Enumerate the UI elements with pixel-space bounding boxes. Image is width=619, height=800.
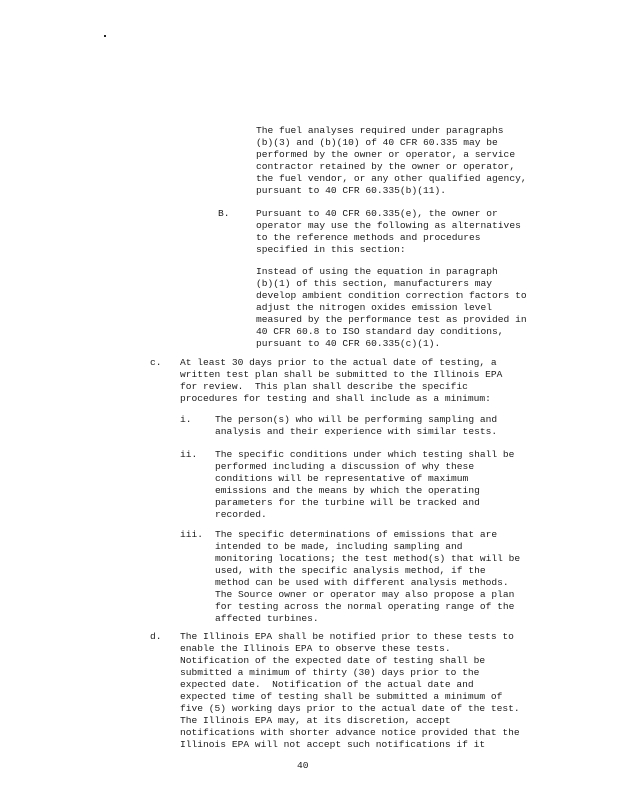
text-line: At least 30 days prior to the actual date of testing, a xyxy=(180,357,497,368)
text-line: The person(s) who will be performing sampling and xyxy=(215,414,498,425)
text-line: operator may use the following as alternatives xyxy=(256,220,521,231)
text-line: The Illinois EPA shall be notified prior to these tests to xyxy=(180,631,514,642)
carryover-paragraph xyxy=(256,125,527,197)
page-number: 40 xyxy=(297,760,309,771)
text-line: recorded. xyxy=(215,509,267,520)
text-line: performed including a discussion of why these xyxy=(215,461,475,472)
text-line: The specific conditions under which testing shall be xyxy=(215,449,515,460)
item-b-label: B. xyxy=(218,208,230,219)
text-line: submitted a minimum of thirty (30) days prior to the xyxy=(180,667,480,678)
text-line: expected date. Notification of the actual date and xyxy=(180,679,474,690)
text-line: for review. This plan shall describe the specific xyxy=(180,381,468,392)
subitem-iii-text xyxy=(215,529,520,625)
text-line: performed by the owner or operator, a service xyxy=(256,149,516,160)
text-line: parameters for the turbine will be tracked and xyxy=(215,497,480,508)
text-line: enable the Illinois EPA to observe these tests. xyxy=(180,643,451,654)
text-line: pursuant to 40 CFR 60.335(b)(11). xyxy=(256,185,446,196)
item-d-label: d. xyxy=(150,631,162,642)
item-d-text xyxy=(180,631,520,751)
item-b-subparagraph xyxy=(256,266,527,350)
text-line: Pursuant to 40 CFR 60.335(e), the owner or xyxy=(256,208,498,219)
text-line: procedures for testing and shall include as a minimum: xyxy=(180,393,491,404)
scan-speck xyxy=(104,35,106,37)
text-line: pursuant to 40 CFR 60.335(c)(1). xyxy=(256,338,441,349)
subitem-i-label: i. xyxy=(180,414,192,425)
text-line: five (5) working days prior to the actual date of the test. xyxy=(180,703,520,714)
text-line: analysis and their experience with similar tests. xyxy=(215,426,498,437)
text-line: expected time of testing shall be submitted a minimum of xyxy=(180,691,503,702)
item-c-text xyxy=(180,357,502,405)
text-line: notifications with shorter advance notice provided that the xyxy=(180,727,520,738)
subitem-iii-label: iii. xyxy=(180,529,204,540)
text-line: The Source owner or operator may also propose a plan xyxy=(215,589,515,600)
text-line: written test plan shall be submitted to the Illinois EPA xyxy=(180,369,503,380)
text-line: specified in this section: xyxy=(256,244,406,255)
text-line: for testing across the normal operating range of the xyxy=(215,601,515,612)
text-line: contractor retained by the owner or operator, xyxy=(256,161,516,172)
text-line: Illinois EPA will not accept such notifications if it xyxy=(180,739,486,750)
text-line: conditions will be representative of maximum xyxy=(215,473,469,484)
text-line: intended to be made, including sampling and xyxy=(215,541,463,552)
text-line: adjust the nitrogen oxides emission level xyxy=(256,302,493,313)
text-line: The specific determinations of emissions that are xyxy=(215,529,498,540)
text-line: affected turbines. xyxy=(215,613,319,624)
text-line: monitoring locations; the test method(s) that will be xyxy=(215,553,521,564)
text-line: used, with the specific analysis method, if the xyxy=(215,565,486,576)
item-c-label: c. xyxy=(150,357,162,368)
text-line: The Illinois EPA may, at its discretion, accept xyxy=(180,715,451,726)
text-line: Instead of using the equation in paragraph xyxy=(256,266,498,277)
text-line: to the reference methods and procedures xyxy=(256,232,481,243)
text-line: (b)(1) of this section, manufacturers may xyxy=(256,278,493,289)
text-line: Notification of the expected date of testing shall be xyxy=(180,655,486,666)
item-b-text xyxy=(256,208,521,256)
text-line: 40 CFR 60.8 to ISO standard day conditions, xyxy=(256,326,504,337)
text-line: develop ambient condition correction factors to xyxy=(256,290,527,301)
text-line: the fuel vendor, or any other qualified agency, xyxy=(256,173,527,184)
text-line: measured by the performance test as provided in xyxy=(256,314,527,325)
subitem-ii-text xyxy=(215,449,514,521)
subitem-i-text xyxy=(215,414,497,438)
text-line: emissions and the means by which the operating xyxy=(215,485,480,496)
text-line: The fuel analyses required under paragraphs xyxy=(256,125,504,136)
subitem-ii-label: ii. xyxy=(180,449,198,460)
text-line: method can be used with different analysis methods. xyxy=(215,577,509,588)
text-line: (b)(3) and (b)(10) of 40 CFR 60.335 may be xyxy=(256,137,498,148)
